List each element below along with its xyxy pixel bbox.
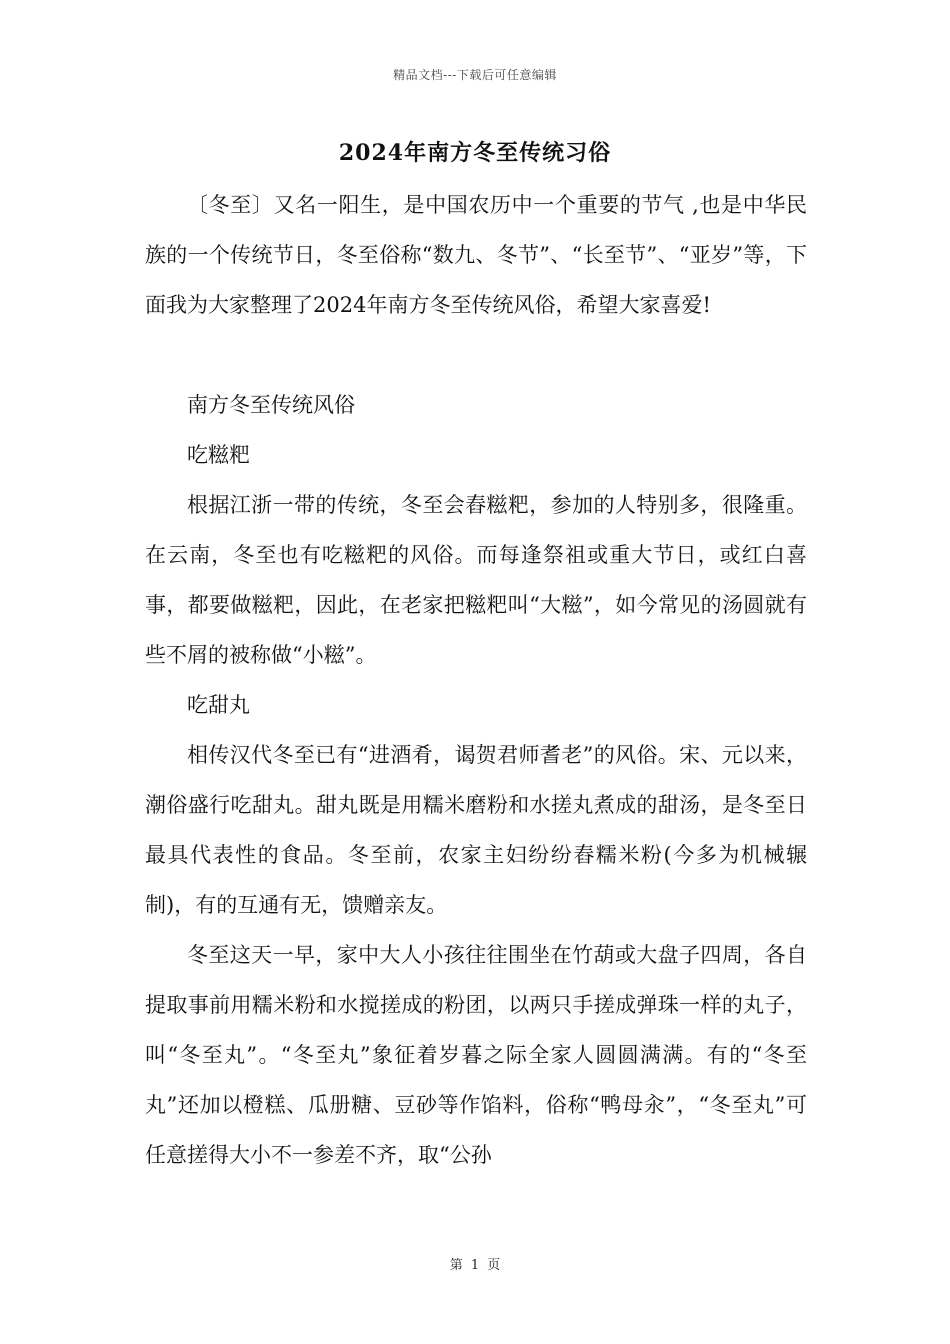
tianwan-paragraph-2: 冬至这天一早，家中大人小孩往往围坐在竹葫或大盘子四周，各自提取事前用糯米粉和水搅搓成的粉团，以两只手搓成弹珠一样的丸子，叫“冬至丸”。“冬至丸”象征着岁暮之际全家人圆圆满满。有的“冬至丸”还加以橙糕、瓜册糖、豆砂等作馅料，俗称“鸭母汆”，“冬至丸”可任意搓得大小不一参差不齐，取“公孙 <box>145 943 807 1167</box>
subsection-heading-tianwan: 吃甜丸 <box>187 693 250 717</box>
tianwan-paragraph-1: 相传汉代冬至已有“进酒肴，谒贺君师耆老”的风俗。宋、元以来，潮俗盛行吃甜丸。甜丸既是用糯米磨粉和水搓丸煮成的甜汤，是冬至日最具代表性的食品。冬至前，农家主妇纷纷舂糯米粉(今多为机械辗制)，有的互通有无，馈赠亲友。 <box>145 743 807 917</box>
paragraph-gap <box>145 330 807 380</box>
section-title: 南方冬至传统风俗 <box>187 393 355 417</box>
ciba-paragraph: 根据江浙一带的传统，冬至会舂糍粑，参加的人特别多，很隆重。在云南，冬至也有吃糍粑的风俗。而每逢祭祖或重大节日，或红白喜事，都要做糍粑，因此，在老家把糍粑叫“大糍”，如今常见的汤圆就有些不屑的被称做“小糍”。 <box>145 493 807 667</box>
document-title: 2024年南方冬至传统习俗 <box>338 140 612 166</box>
page-number: 第 1 页 <box>449 1258 501 1273</box>
subsection-heading-ciba: 吃糍粑 <box>187 443 250 467</box>
document-body <box>145 180 807 1180</box>
header-note: 精品文档---下载后可任意编辑 <box>393 68 557 82</box>
intro-paragraph: 〔冬至〕又名一阳生，是中国农历中一个重要的节气 ,也是中华民族的一个传统节日，冬至俗称“数九、冬节”、“长至节”、“亚岁”等，下面我为大家整理了2024年南方冬至传统风俗，希望大家喜爱! <box>145 193 807 317</box>
